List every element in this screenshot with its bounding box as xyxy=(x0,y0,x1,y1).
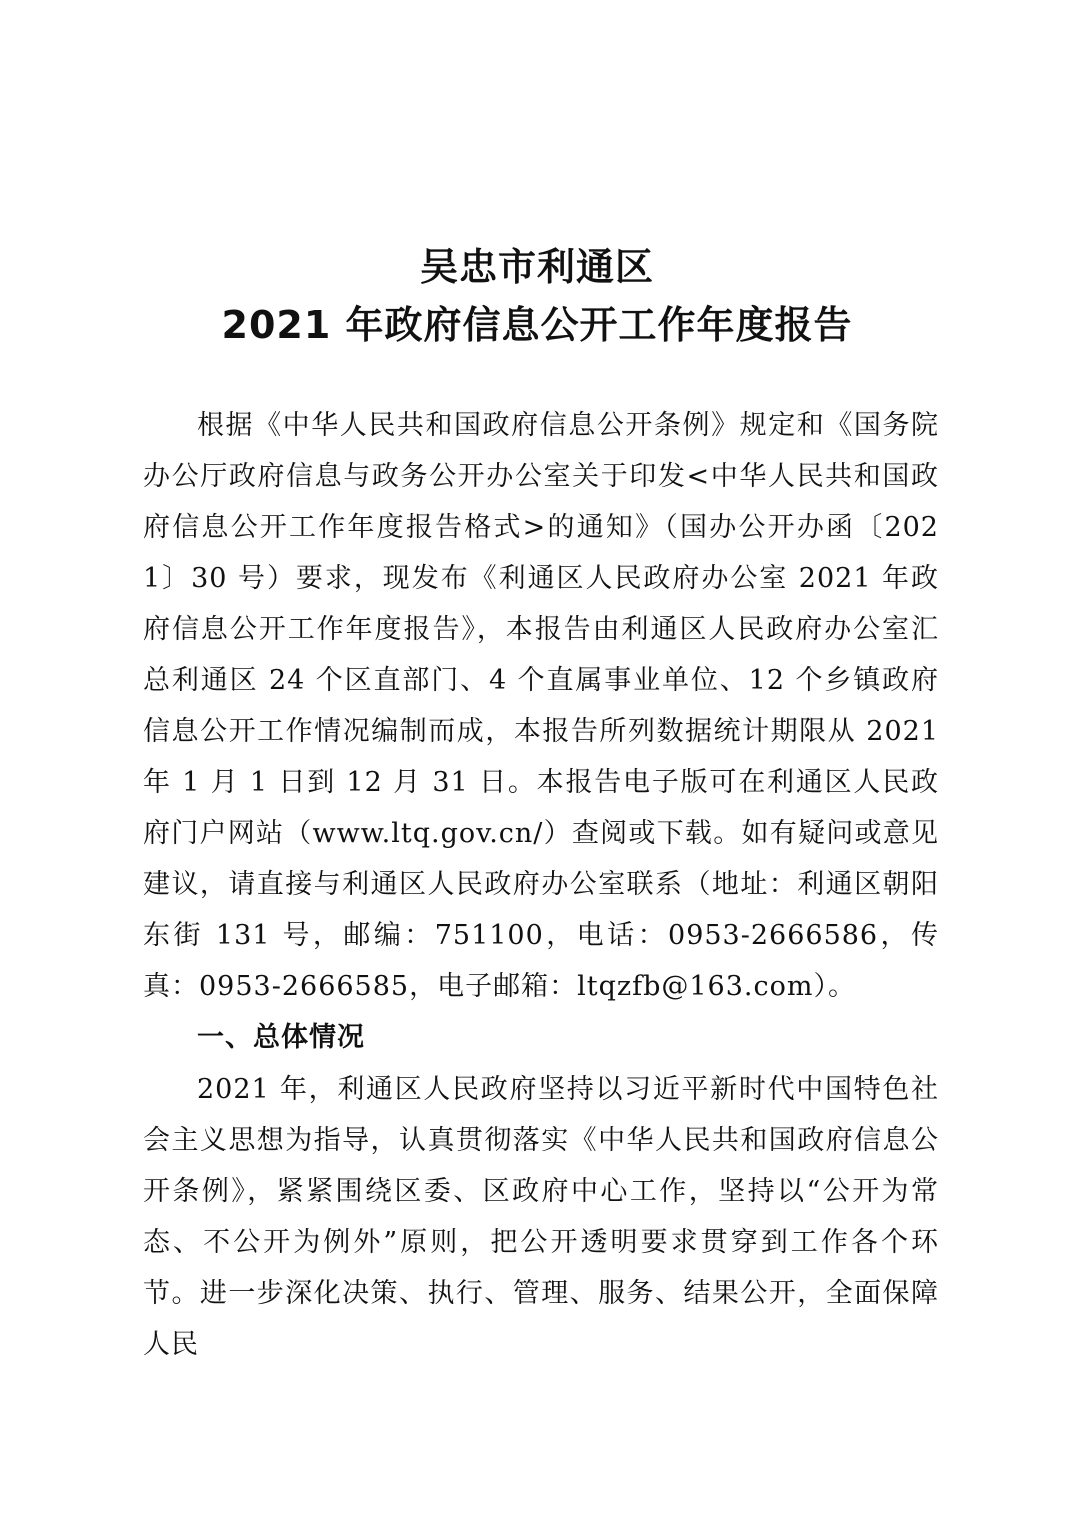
title-line-2: 2021 年政府信息公开工作年度报告 xyxy=(221,303,853,347)
document-body xyxy=(143,400,939,1370)
section-heading-overview: 一、总体情况 xyxy=(197,1022,365,1053)
document-title xyxy=(0,238,1074,354)
intro-paragraph: 根据《中华人民共和国政府信息公开条例》规定和《国务院办公厅政府信息与政务公开办公室关于印发<中华人民共和国政府信息公开工作年度报告格式>的通知》（国办公开办函〔2021〕30 号）要求，现发布《利通区人民政府办公室 2021 年政府信息公开工作年度报告》，本报告由利通区人民政府办公室汇总利通区 24 个区直部门、4 个直属事业单位、12 个乡镇政府信息公开工作情况编制而成，本报告所列数据统计期限从 2021 年 1 月 1 日到 12 月 31 日。本报告电子版可在利通区人民政府门户网站（www.ltq.gov.cn/）查阅或下载。如有疑问或意见建议，请直接与利通区人民政府办公室联系（地址：利通区朝阳东街 131 号，邮编：751100，电话：0953-2666586，传真：0953-2666585，电子邮箱：ltqzfb@163.com）。 xyxy=(143,410,939,1002)
overview-paragraph: 2021 年，利通区人民政府坚持以习近平新时代中国特色社会主义思想为指导，认真贯彻落实《中华人民共和国政府信息公开条例》，紧紧围绕区委、区政府中心工作，坚持以“公开为常态、不公开为例外”原则，把公开透明要求贯穿到工作各个环节。进一步深化决策、执行、管理、服务、结果公开，全面保障人民 xyxy=(143,1074,939,1360)
title-line-1: 吴忠市利通区 xyxy=(419,245,654,289)
